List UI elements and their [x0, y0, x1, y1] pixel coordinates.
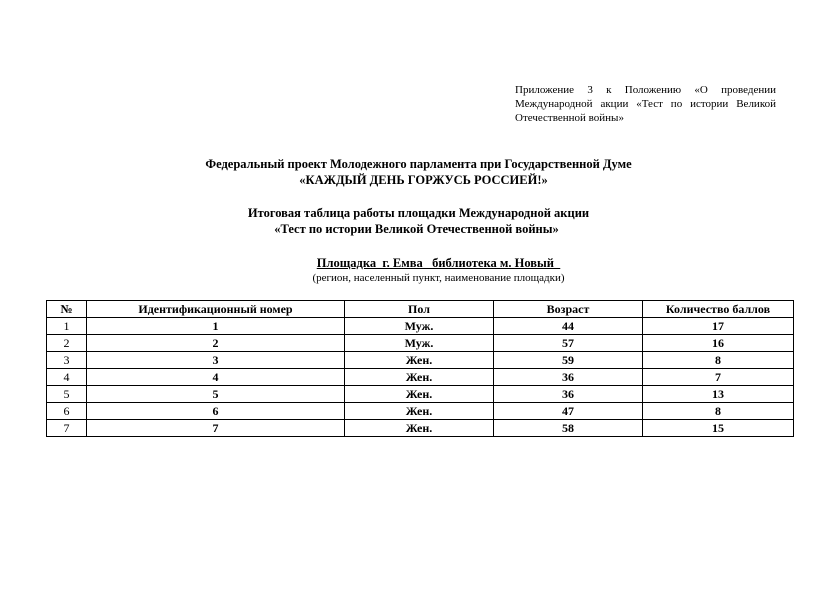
column-header-gender: Пол: [345, 301, 494, 318]
score-cell: 8: [643, 352, 794, 369]
table-row: [47, 420, 794, 437]
id-cell: 7: [87, 420, 345, 437]
column-header-score: Количество баллов: [643, 301, 794, 318]
age-cell: 47: [494, 403, 643, 420]
gender-cell: Муж.: [345, 335, 494, 352]
id-cell: 3: [87, 352, 345, 369]
age-cell: 44: [494, 318, 643, 335]
gender-cell: Жен.: [345, 352, 494, 369]
row-number-cell: 3: [47, 352, 87, 369]
results-table: [46, 300, 794, 437]
column-header-age: Возраст: [494, 301, 643, 318]
age-cell: 59: [494, 352, 643, 369]
summary-title: Итоговая таблица работы площадки Международной акции: [247, 206, 590, 220]
gender-cell: Жен.: [345, 420, 494, 437]
gender-cell: Жен.: [345, 386, 494, 403]
row-number-cell: 5: [47, 386, 87, 403]
id-cell: 1: [87, 318, 345, 335]
score-cell: 13: [643, 386, 794, 403]
row-number-cell: 6: [47, 403, 87, 420]
summary-subtitle: «Тест по истории Великой Отечественной войны»: [274, 222, 559, 236]
project-heading: [0, 156, 837, 188]
score-cell: 15: [643, 420, 794, 437]
table-row: [47, 403, 794, 420]
gender-cell: Жен.: [345, 403, 494, 420]
site-caption: (регион, населенный пункт, наименование площадки): [312, 272, 565, 284]
age-cell: 58: [494, 420, 643, 437]
appendix-note: [515, 83, 776, 125]
age-cell: 36: [494, 386, 643, 403]
table-row: [47, 352, 794, 369]
appendix-line-2: Международной акции «Тест по истории Великой: [515, 98, 776, 110]
project-title: Федеральный проект Молодежного парламента при Государственной Думе: [205, 157, 632, 171]
project-slogan: «КАЖДЫЙ ДЕНЬ ГОРЖУСЬ РОССИЕЙ!»: [299, 173, 548, 187]
id-cell: 6: [87, 403, 345, 420]
score-cell: 17: [643, 318, 794, 335]
id-cell: 2: [87, 335, 345, 352]
row-number-cell: 4: [47, 369, 87, 386]
age-cell: 57: [494, 335, 643, 352]
table-row: [47, 369, 794, 386]
row-number-cell: 7: [47, 420, 87, 437]
appendix-line-1: Приложение 3 к Положению «О проведении: [515, 84, 776, 96]
score-cell: 8: [643, 403, 794, 420]
summary-heading: [0, 205, 837, 237]
gender-cell: Муж.: [345, 318, 494, 335]
score-cell: 16: [643, 335, 794, 352]
table-header-row: [47, 301, 794, 318]
column-header-id: Идентификационный номер: [87, 301, 345, 318]
table-row: [47, 318, 794, 335]
appendix-line-3: Отечественной войны»: [515, 112, 624, 124]
row-number-cell: 2: [47, 335, 87, 352]
id-cell: 5: [87, 386, 345, 403]
site-block: [0, 254, 837, 285]
score-cell: 7: [643, 369, 794, 386]
id-cell: 4: [87, 369, 345, 386]
row-number-cell: 1: [47, 318, 87, 335]
table-row: [47, 386, 794, 403]
gender-cell: Жен.: [345, 369, 494, 386]
table-row: [47, 335, 794, 352]
age-cell: 36: [494, 369, 643, 386]
column-header-number: №: [47, 301, 87, 318]
site-name: Площадка г. Емва библиотека м. Новый: [316, 256, 561, 270]
